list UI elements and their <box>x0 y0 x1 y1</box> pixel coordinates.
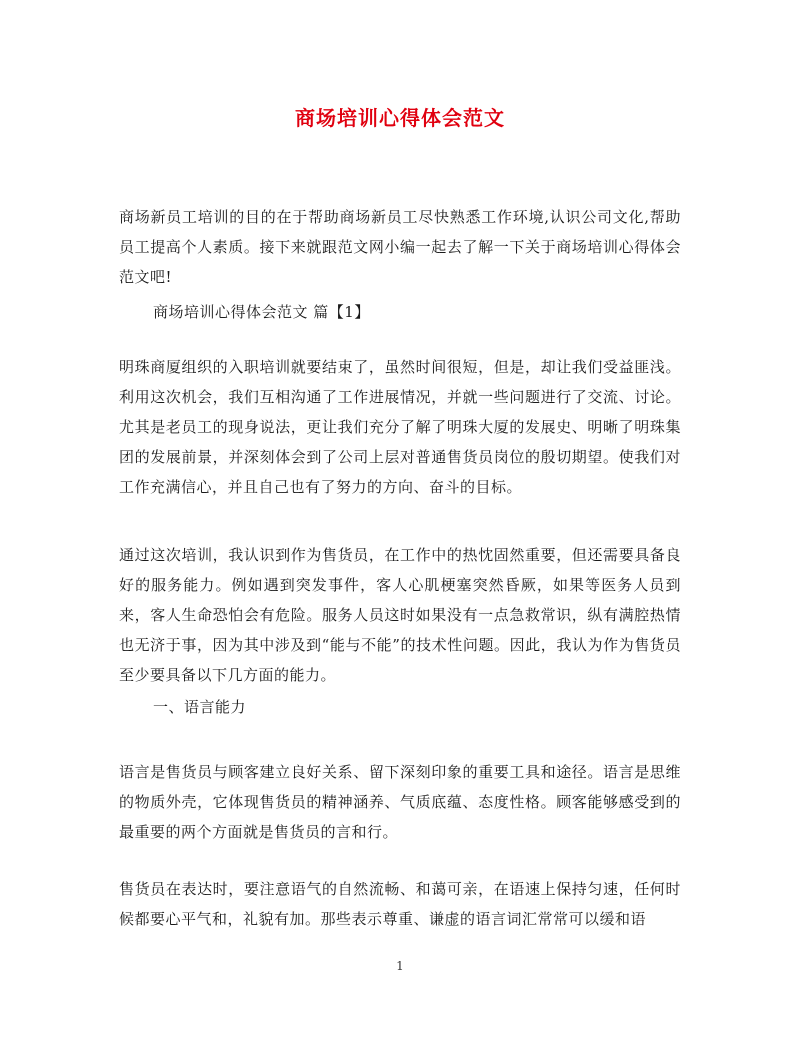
subheading-language-ability: 一、语言能力 <box>153 698 247 716</box>
paragraph-4: 售货员在表达时，要注意语气的自然流畅、和蔼可亲，在语速上保持匀速，任何时候都要心平气和，礼貌有加。那些表示尊重、谦虚的语言词汇常常可以缓和语 <box>119 880 681 928</box>
document-title: 商场培训心得体会范文 <box>295 106 505 130</box>
page-number: 1 <box>396 959 404 973</box>
intro-paragraph: 商场新员工培训的目的在于帮助商场新员工尽快熟悉工作环境,认识公司文化,帮助员工提高个人素质。接下来就跟范文网小编一起去了解一下关于商场培训心得体会范文吧! <box>119 208 681 286</box>
paragraph-1: 明珠商厦组织的入职培训就要结束了，虽然时间很短，但是，却让我们受益匪浅。利用这次机会，我们互相沟通了工作进展情况，并就一些问题进行了交流、讨论。尤其是老员工的现身说法，更让我们充分了解了明珠大厦的发展史、明晰了明珠集团的发展前景，并深刻体会到了公司上层对普通售货员岗位的殷切期望。使我们对工作充满信心，并且自己也有了努力的方向、奋斗的目标。 <box>119 358 681 496</box>
paragraph-2: 通过这次培训，我认识到作为售货员，在工作中的热忱固然重要，但还需要具备良好的服务能力。例如遇到突发事件，客人心肌梗塞突然昏厥，如果等医务人员到来，客人生命恐怕会有危险。服务人员这时如果没有一点急救常识，纵有满腔热情也无济于事，因为其中涉及到“能与不能”的技术性问题。因此，我认为作为售货员至少要具备以下几方面的能力。 <box>119 546 681 684</box>
paragraph-3: 语言是售货员与顾客建立良好关系、留下深刻印象的重要工具和途径。语言是思维的物质外壳，它体现售货员的精神涵养、气质底蕴、态度性格。顾客能够感受到的最重要的两个方面就是售货员的言和行。 <box>119 763 681 841</box>
section-heading: 商场培训心得体会范文 篇【1】 <box>153 303 370 321</box>
